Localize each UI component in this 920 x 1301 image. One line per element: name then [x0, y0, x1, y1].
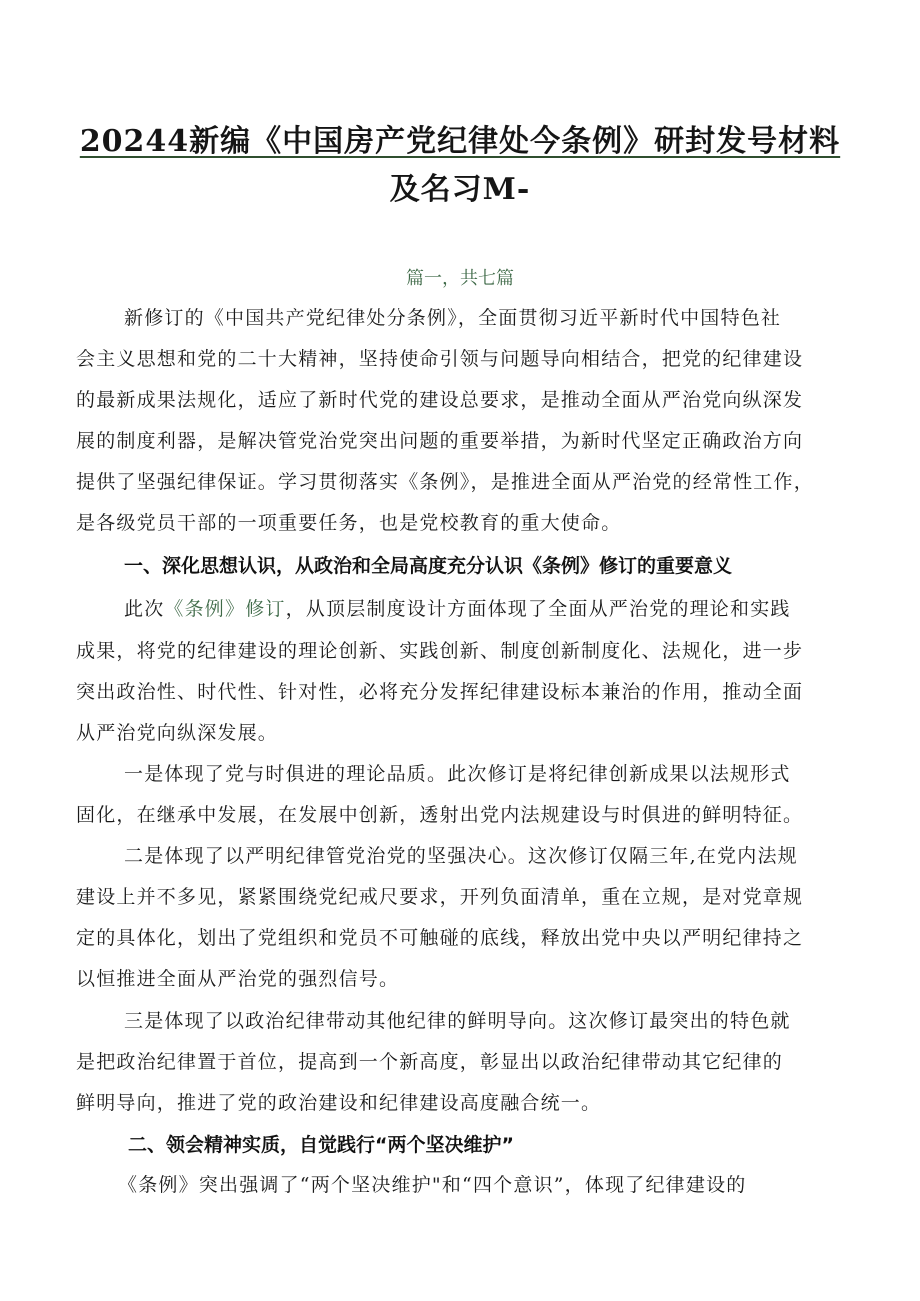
section1-para-line: 突出政治性、时代性、针对性，必将充分发挥纪律建设标本兼治的作用，推动全面: [76, 681, 804, 703]
section1-para-line: 从严治党向纵深发展。: [76, 722, 279, 744]
point2-line: 以恒推进全面从严治党的强烈信号。: [76, 968, 400, 990]
intro-line: 会主义思想和党的二十大精神，坚持使命引领与问题导向相结合，把党的纪律建设: [76, 348, 804, 370]
point3-line: 三是体现了以政治纪律带动其他纪律的鲜明导向。这次修订最突出的特色就: [124, 1010, 791, 1032]
section1-heading: 一、深化思想认识，从政治和全局高度充分认识《条例》修订的重要意义: [124, 555, 733, 577]
point3-line: 是把政治纪律置于首位，提高到一个新高度，彰显出以政治纪律带动其它纪律的: [76, 1051, 784, 1073]
chapter-label: 篇一，共七篇: [406, 268, 514, 289]
intro-line: 的最新成果法规化，适应了新时代党的建设总要求，是推动全面从严治党向纵深发: [76, 389, 804, 411]
point2-line: 二是体现了以严明纪律管党治党的坚强决心。这次修订仅隔三年,在党内法规: [124, 845, 798, 867]
point3-line: 鲜明导向，推进了党的政治建设和纪律建设高度融合统一。: [76, 1092, 602, 1114]
point2-line: 定的具体化，划出了党组织和党员不可触碰的底线，释放出党中央以严明纪律持之: [76, 927, 804, 949]
section1-para-line: 成果，将党的纪律建设的理论创新、实践创新、制度创新制度化、法规化，进一步: [76, 640, 804, 662]
document-title-line2: 及名习M-: [389, 172, 531, 207]
section1-line1-rest: ，从顶层制度设计方面体现了全面从严治党的理论和实践: [285, 598, 791, 620]
point2-line: 建设上并不多见，紧紧围绕党纪戒尺要求，开列负面清单，重在立规，是对党章规: [76, 886, 804, 908]
section2-heading: 二、领会精神实质，自觉践行“两个坚决维护”: [128, 1134, 514, 1156]
document-title-line1: 20244新编《中国房产党纪律处今条例》研封发号材料: [79, 124, 841, 159]
intro-line: 是各级党员干部的一项重要任务，也是党校教育的重大使命。: [76, 512, 622, 534]
section1-para-line: [124, 594, 856, 621]
point1-line: 固化，在继承中发展，在发展中创新，透射出党内法规建设与时俱进的鲜明特征。: [76, 804, 804, 826]
point1-line: 一是体现了党与时俱进的理论品质。此次修订是将纪律创新成果以法规形式: [124, 763, 791, 785]
section2-first-line: 《条例》突出强调了“两个坚决维护"和“四个意识”，体现了纪律建设的: [118, 1174, 747, 1196]
intro-line: 新修订的《中国共产党纪律处分条例》，全面贯彻习近平新时代中国特色社: [124, 307, 782, 329]
intro-line: 提供了坚强纪律保证。学习贯彻落实《条例》，是推进全面从严治党的经常性工作，: [76, 471, 814, 493]
intro-line: 展的制度利器，是解决管党治党突出问题的重要举措，为新时代坚定正确政治方向: [76, 430, 804, 452]
section1-lead: 此次: [124, 598, 165, 620]
section1-highlight: 《条例》修订: [164, 598, 286, 620]
